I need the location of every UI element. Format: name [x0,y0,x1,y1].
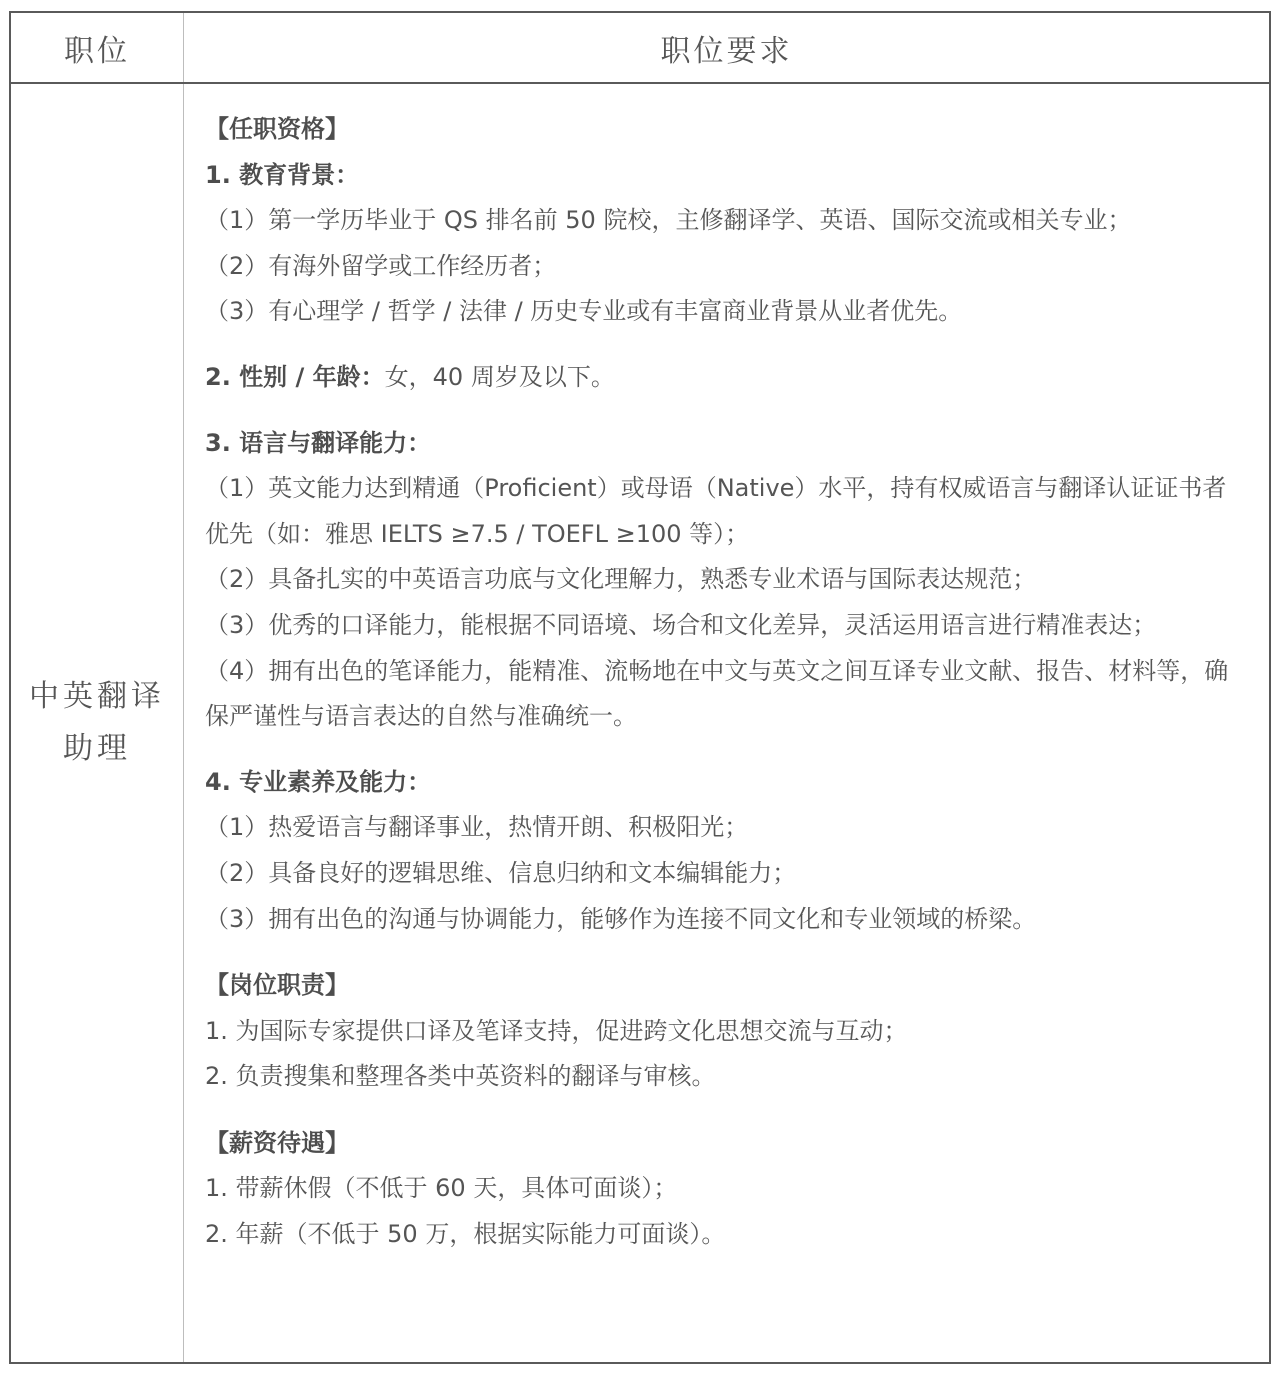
section-title-compensation: 【薪资待遇】 [205,1128,349,1157]
table-header-row [11,13,1269,84]
compensation-item: 1. 带薪休假（不低于 60 天，具体可面谈）； [205,1174,678,1203]
spacer [205,1100,1250,1121]
header-position: 职位 [64,33,130,69]
gender-age-line [205,355,1250,401]
professional-item: （3）拥有出色的沟通与协调能力，能够作为连接不同文化和专业领域的桥梁。 [205,904,1037,933]
gender-age-value: 女，40 周岁及以下。 [384,362,615,391]
section-title-duties: 【岗位职责】 [205,971,349,1000]
spacer [205,335,1250,355]
gender-age-heading: 2. 性别 / 年龄： [205,362,385,391]
position-name: 中英翻译助理 [29,679,165,766]
professional-heading: 4. 专业素养及能力： [205,767,432,796]
education-item: （1）第一学历毕业于 QS 排名前 50 院校，主修翻译学、英语、国际交流或相关专业； [205,206,1132,235]
compensation-item: 2. 年薪（不低于 50 万，根据实际能力可面谈）。 [205,1220,726,1249]
language-item: （1）英文能力达到精通（Proficient）或母语（Native）水平，持有权威语言与翻译认证证书者优先（如：雅思 IELTS ≥7.5 / TOEFL ≥100 等）； [205,474,1227,548]
spacer [205,740,1250,760]
duty-item: 2. 负责搜集和整理各类中英资料的翻译与审核。 [205,1062,716,1091]
column-divider [183,13,184,1362]
duty-item: 1. 为国际专家提供口译及笔译支持，促进跨文化思想交流与互动； [205,1016,908,1045]
language-item: （2）具备扎实的中英语言功底与文化理解力，熟悉专业术语与国际表达规范； [205,565,1037,594]
spacer [205,401,1250,421]
section-title-qualifications: 【任职资格】 [205,115,349,143]
professional-item: （2）具备良好的逻辑思维、信息归纳和文本编辑能力； [205,858,797,887]
language-item: （4）拥有出色的笔译能力，能精准、流畅地在中文与英文之间互译专业文献、报告、材料等，确保严谨性与语言表达的自然与准确统一。 [205,656,1229,731]
professional-item: （1）热爱语言与翻译事业，热情开朗、积极阳光； [205,813,749,842]
requirements-cell [205,107,1250,1258]
education-item: （2）有海外留学或工作经历者； [205,251,557,280]
header-requirements: 职位要求 [660,33,793,69]
language-heading: 3. 语言与翻译能力： [205,428,432,457]
education-heading: 1. 教育背景： [205,160,360,189]
education-item: （3）有心理学 / 哲学 / 法律 / 历史专业或有丰富商业背景从业者优先。 [205,297,963,326]
language-item: （3）优秀的口译能力，能根据不同语境、场合和文化差异，灵活运用语言进行精准表达； [205,610,1157,639]
spacer [205,942,1250,963]
